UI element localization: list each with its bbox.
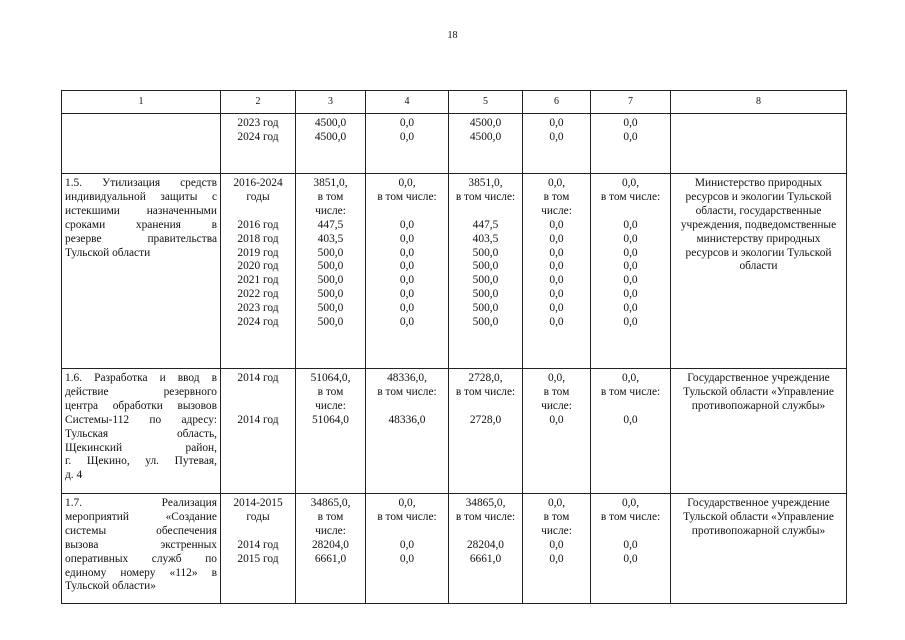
cell-summary-line: 3851,0, <box>313 177 348 189</box>
measure-name-line: Тульской области <box>65 246 151 259</box>
cell-value-line: 0,0 <box>623 274 638 287</box>
cell-summary-line: в том <box>543 510 570 523</box>
cell-summary-line: в том числе: <box>600 510 661 523</box>
cell-summary-line: 2016-2024 <box>233 177 283 189</box>
executor-cell <box>671 369 847 494</box>
cell-value-line: 500,0 <box>317 302 344 315</box>
cell-value-line: 4500,0 <box>469 130 502 143</box>
column-header: 4 <box>366 91 449 114</box>
cell-value-line: 2024 год <box>237 130 279 143</box>
line-spacer <box>452 525 519 539</box>
federal-budget-cell <box>366 369 449 494</box>
page-number: 18 <box>447 30 458 41</box>
cell-summary-line: числе: <box>315 204 346 217</box>
regional-budget-cell <box>449 174 523 369</box>
cell-summary-line: 51064,0, <box>310 372 351 384</box>
cell-value-line: 0,0 <box>399 232 415 245</box>
measure-name-line: Тульской области» <box>65 580 156 593</box>
cell-value-line: 0,0 <box>399 130 415 143</box>
cell-value-line: 0,0 <box>399 288 415 301</box>
cell-value-line: 0,0 <box>549 218 564 231</box>
measure-name-line: оперативных служб по <box>65 552 217 565</box>
cell-summary-line: числе: <box>541 524 572 537</box>
cell-summary-line: числе: <box>541 399 572 412</box>
cell-summary-line: в том <box>317 510 344 523</box>
cell-value-line: 0,0 <box>549 117 564 129</box>
cell-value-line: 447,5 <box>472 218 499 231</box>
regional-budget-cell <box>449 369 523 494</box>
column-header: 7 <box>591 91 671 114</box>
table-header-row <box>62 91 847 114</box>
column-header: 1 <box>62 91 221 114</box>
cell-value-line: 0,0 <box>399 274 415 287</box>
cell-summary-line: в том числе: <box>377 385 437 398</box>
cell-value-line: 500,0 <box>472 302 499 315</box>
measure-name-line: вызова экстренных <box>65 538 217 551</box>
other-sources-cell <box>591 369 671 494</box>
cell-value-line: 2014 год <box>237 413 279 426</box>
measure-name-line: д. 4 <box>65 469 83 482</box>
cell-value-line: 4500,0 <box>314 117 347 129</box>
executor-text: Министерство природных ресурсов и экологии Тульской области, государственные учреждения, подведомственные министерству природных ресурсов и экологии Тульской области <box>680 177 837 273</box>
executor-cell <box>671 174 847 369</box>
cell-value-line: 2022 год <box>237 288 279 301</box>
cell-value-line: 0,0 <box>399 538 415 551</box>
cell-summary-line: в том <box>317 190 344 203</box>
measure-name-line: резерве правительства <box>65 232 217 245</box>
cell-value-line: 500,0 <box>472 246 499 259</box>
cell-summary-line: 0,0, <box>398 177 416 189</box>
measure-name-line: системы обеспечения <box>65 524 217 537</box>
cell-value-line: 0,0 <box>549 538 564 551</box>
cell-value-line: 500,0 <box>317 260 344 273</box>
line-spacer <box>452 400 519 414</box>
local-budget-cell <box>523 174 591 369</box>
measure-name-cell <box>62 369 221 494</box>
cell-value-line: 0,0 <box>399 117 415 129</box>
cell-value-line: 500,0 <box>317 246 344 259</box>
cell-value-line: 2020 год <box>237 260 279 273</box>
total-cell <box>296 114 366 174</box>
cell-value-line: 0,0 <box>623 130 638 143</box>
cell-value-line: 6661,0 <box>469 552 502 565</box>
table-row <box>62 494 847 604</box>
cell-value-line: 0,0 <box>549 413 564 426</box>
executor-text: Государственное учреждение Тульской области «Управление противопожарной службы» <box>683 372 834 412</box>
cell-summary-line: числе: <box>541 204 572 217</box>
line-spacer <box>369 205 445 219</box>
other-sources-cell <box>591 494 671 604</box>
column-header: 8 <box>671 91 847 114</box>
cell-summary-line: 0,0, <box>398 497 416 509</box>
cell-summary-line: 2014-2015 <box>233 497 283 509</box>
total-cell <box>296 174 366 369</box>
cell-value-line: 2016 год <box>237 218 279 231</box>
line-spacer <box>452 205 519 219</box>
column-header: 6 <box>523 91 591 114</box>
measure-name-line: 1.6. Разработка и ввод в <box>65 372 217 384</box>
cell-value-line: 2014 год <box>237 538 279 551</box>
cell-value-line: 0,0 <box>623 552 638 565</box>
measure-name-line: центра обработки вызовов <box>65 399 217 412</box>
measure-name-line: Системы-112 по адресу: <box>65 413 217 426</box>
cell-value-line: 0,0 <box>549 302 564 315</box>
cell-value-line: 2019 год <box>237 246 279 259</box>
cell-value-line: 403,5 <box>317 232 344 245</box>
cell-value-line: 2021 год <box>237 274 279 287</box>
cell-value-line: 2015 год <box>237 552 279 565</box>
cell-value-line: 0,0 <box>549 288 564 301</box>
cell-value-line: 0,0 <box>399 316 415 329</box>
cell-value-line: 4500,0 <box>469 117 502 129</box>
line-spacer <box>224 400 292 414</box>
cell-value-line: 48336,0 <box>388 413 426 426</box>
line-spacer <box>369 525 445 539</box>
budget-table <box>61 90 847 604</box>
cell-value-line: 2023 год <box>237 302 279 315</box>
period-cell <box>221 114 296 174</box>
cell-value-line: 0,0 <box>399 246 415 259</box>
cell-value-line: 500,0 <box>317 316 344 329</box>
cell-summary-line: 2014 год <box>237 372 279 384</box>
cell-summary-line: в том <box>317 385 344 398</box>
measure-name-line: 1.5. Утилизация средств <box>65 177 217 189</box>
cell-value-line: 0,0 <box>549 274 564 287</box>
cell-summary-line: 0,0, <box>547 497 566 509</box>
cell-summary-line: 0,0, <box>621 497 640 509</box>
column-header: 2 <box>221 91 296 114</box>
cell-value-line: 0,0 <box>623 316 638 329</box>
cell-value-line: 28204,0 <box>311 538 350 551</box>
cell-summary-line: 34865,0, <box>310 497 351 509</box>
cell-summary-line: числе: <box>315 524 346 537</box>
cell-value-line: 0,0 <box>623 117 638 129</box>
cell-summary-line: в том числе: <box>455 510 516 523</box>
executor-cell <box>671 114 847 174</box>
line-spacer <box>594 525 667 539</box>
cell-value-line: 500,0 <box>472 274 499 287</box>
cell-value-line: 28204,0 <box>466 538 505 551</box>
cell-value-line: 0,0 <box>549 246 564 259</box>
table-row <box>62 174 847 369</box>
measure-name-line: индивидуальной защиты с <box>65 190 217 203</box>
measure-name-line: г. Щекино, ул. Путевая, <box>65 455 217 468</box>
cell-summary-line: 48336,0, <box>387 372 427 384</box>
cell-summary-line: 2728,0, <box>468 372 503 384</box>
total-cell <box>296 494 366 604</box>
cell-summary-line: годы <box>246 190 270 203</box>
line-spacer <box>594 400 667 414</box>
other-sources-cell <box>591 114 671 174</box>
federal-budget-cell <box>366 494 449 604</box>
total-cell <box>296 369 366 494</box>
cell-summary-line: в том <box>543 190 570 203</box>
local-budget-cell <box>523 114 591 174</box>
cell-summary-line: в том числе: <box>600 385 661 398</box>
cell-summary-line: в том числе: <box>600 190 661 203</box>
regional-budget-cell <box>449 494 523 604</box>
cell-value-line: 0,0 <box>549 232 564 245</box>
measure-name-line: Щекинский район, <box>65 441 217 454</box>
measure-name-cell <box>62 114 221 174</box>
local-budget-cell <box>523 369 591 494</box>
cell-summary-line: 3851,0, <box>468 177 503 189</box>
measure-name-line: истекшими назначенными <box>65 204 217 217</box>
cell-summary-line: 0,0, <box>621 177 640 189</box>
cell-value-line: 500,0 <box>472 316 499 329</box>
line-spacer <box>224 525 292 539</box>
cell-summary-line: в том <box>543 385 570 398</box>
measure-name-line: сроками хранения в <box>65 218 217 231</box>
local-budget-cell <box>523 494 591 604</box>
cell-summary-line: 0,0, <box>547 372 566 384</box>
cell-value-line: 0,0 <box>549 552 564 565</box>
cell-value-line: 0,0 <box>623 302 638 315</box>
cell-value-line: 2024 год <box>237 316 279 329</box>
executor-text: Государственное учреждение Тульской области «Управление противопожарной службы» <box>683 497 834 537</box>
federal-budget-cell <box>366 114 449 174</box>
executor-cell <box>671 494 847 604</box>
line-spacer <box>594 205 667 219</box>
cell-summary-line: в том числе: <box>455 385 516 398</box>
cell-value-line: 0,0 <box>399 218 415 231</box>
cell-summary-line: годы <box>246 510 270 523</box>
cell-value-line: 51064,0 <box>311 413 350 426</box>
cell-value-line: 4500,0 <box>314 130 347 143</box>
regional-budget-cell <box>449 114 523 174</box>
cell-value-line: 0,0 <box>623 538 638 551</box>
measure-name-line: мероприятий «Создание <box>65 510 217 523</box>
period-cell <box>221 494 296 604</box>
measure-name-line: единому номеру «112» в <box>65 566 217 579</box>
cell-value-line: 0,0 <box>399 302 415 315</box>
cell-value-line: 0,0 <box>623 218 638 231</box>
period-cell <box>221 369 296 494</box>
other-sources-cell <box>591 174 671 369</box>
cell-summary-line: в том числе: <box>377 510 437 523</box>
period-cell <box>221 174 296 369</box>
cell-summary-line: числе: <box>315 399 346 412</box>
cell-summary-line: 0,0, <box>547 177 566 189</box>
line-spacer <box>369 400 445 414</box>
column-header: 5 <box>449 91 523 114</box>
line-spacer <box>224 205 292 219</box>
cell-value-line: 447,5 <box>317 218 344 231</box>
cell-value-line: 0,0 <box>549 260 564 273</box>
cell-value-line: 0,0 <box>399 552 415 565</box>
table-row <box>62 114 847 174</box>
cell-summary-line: в том числе: <box>455 190 516 203</box>
cell-value-line: 2023 год <box>237 117 279 129</box>
cell-value-line: 500,0 <box>317 274 344 287</box>
cell-summary-line: в том числе: <box>377 190 437 203</box>
line-spacer <box>224 386 292 400</box>
cell-summary-line: 34865,0, <box>465 497 506 509</box>
cell-value-line: 0,0 <box>623 260 638 273</box>
measure-name-line: 1.7. Реализация <box>65 497 217 509</box>
cell-value-line: 500,0 <box>472 288 499 301</box>
cell-value-line: 0,0 <box>623 232 638 245</box>
cell-value-line: 0,0 <box>623 413 638 426</box>
column-header: 3 <box>296 91 366 114</box>
cell-value-line: 2728,0 <box>469 413 502 426</box>
cell-value-line: 2018 год <box>237 232 279 245</box>
cell-value-line: 403,5 <box>472 232 499 245</box>
measure-name-line: действие резервного <box>65 385 217 398</box>
measure-name-cell <box>62 494 221 604</box>
cell-value-line: 0,0 <box>549 316 564 329</box>
cell-value-line: 0,0 <box>623 288 638 301</box>
table-row <box>62 369 847 494</box>
measure-name-cell <box>62 174 221 369</box>
measure-name-line: Тульская область, <box>65 427 217 440</box>
cell-value-line: 6661,0 <box>314 552 347 565</box>
federal-budget-cell <box>366 174 449 369</box>
cell-summary-line: 0,0, <box>621 372 640 384</box>
cell-value-line: 0,0 <box>399 260 415 273</box>
cell-value-line: 500,0 <box>317 288 344 301</box>
cell-value-line: 0,0 <box>549 130 564 143</box>
cell-value-line: 0,0 <box>623 246 638 259</box>
cell-value-line: 500,0 <box>472 260 499 273</box>
